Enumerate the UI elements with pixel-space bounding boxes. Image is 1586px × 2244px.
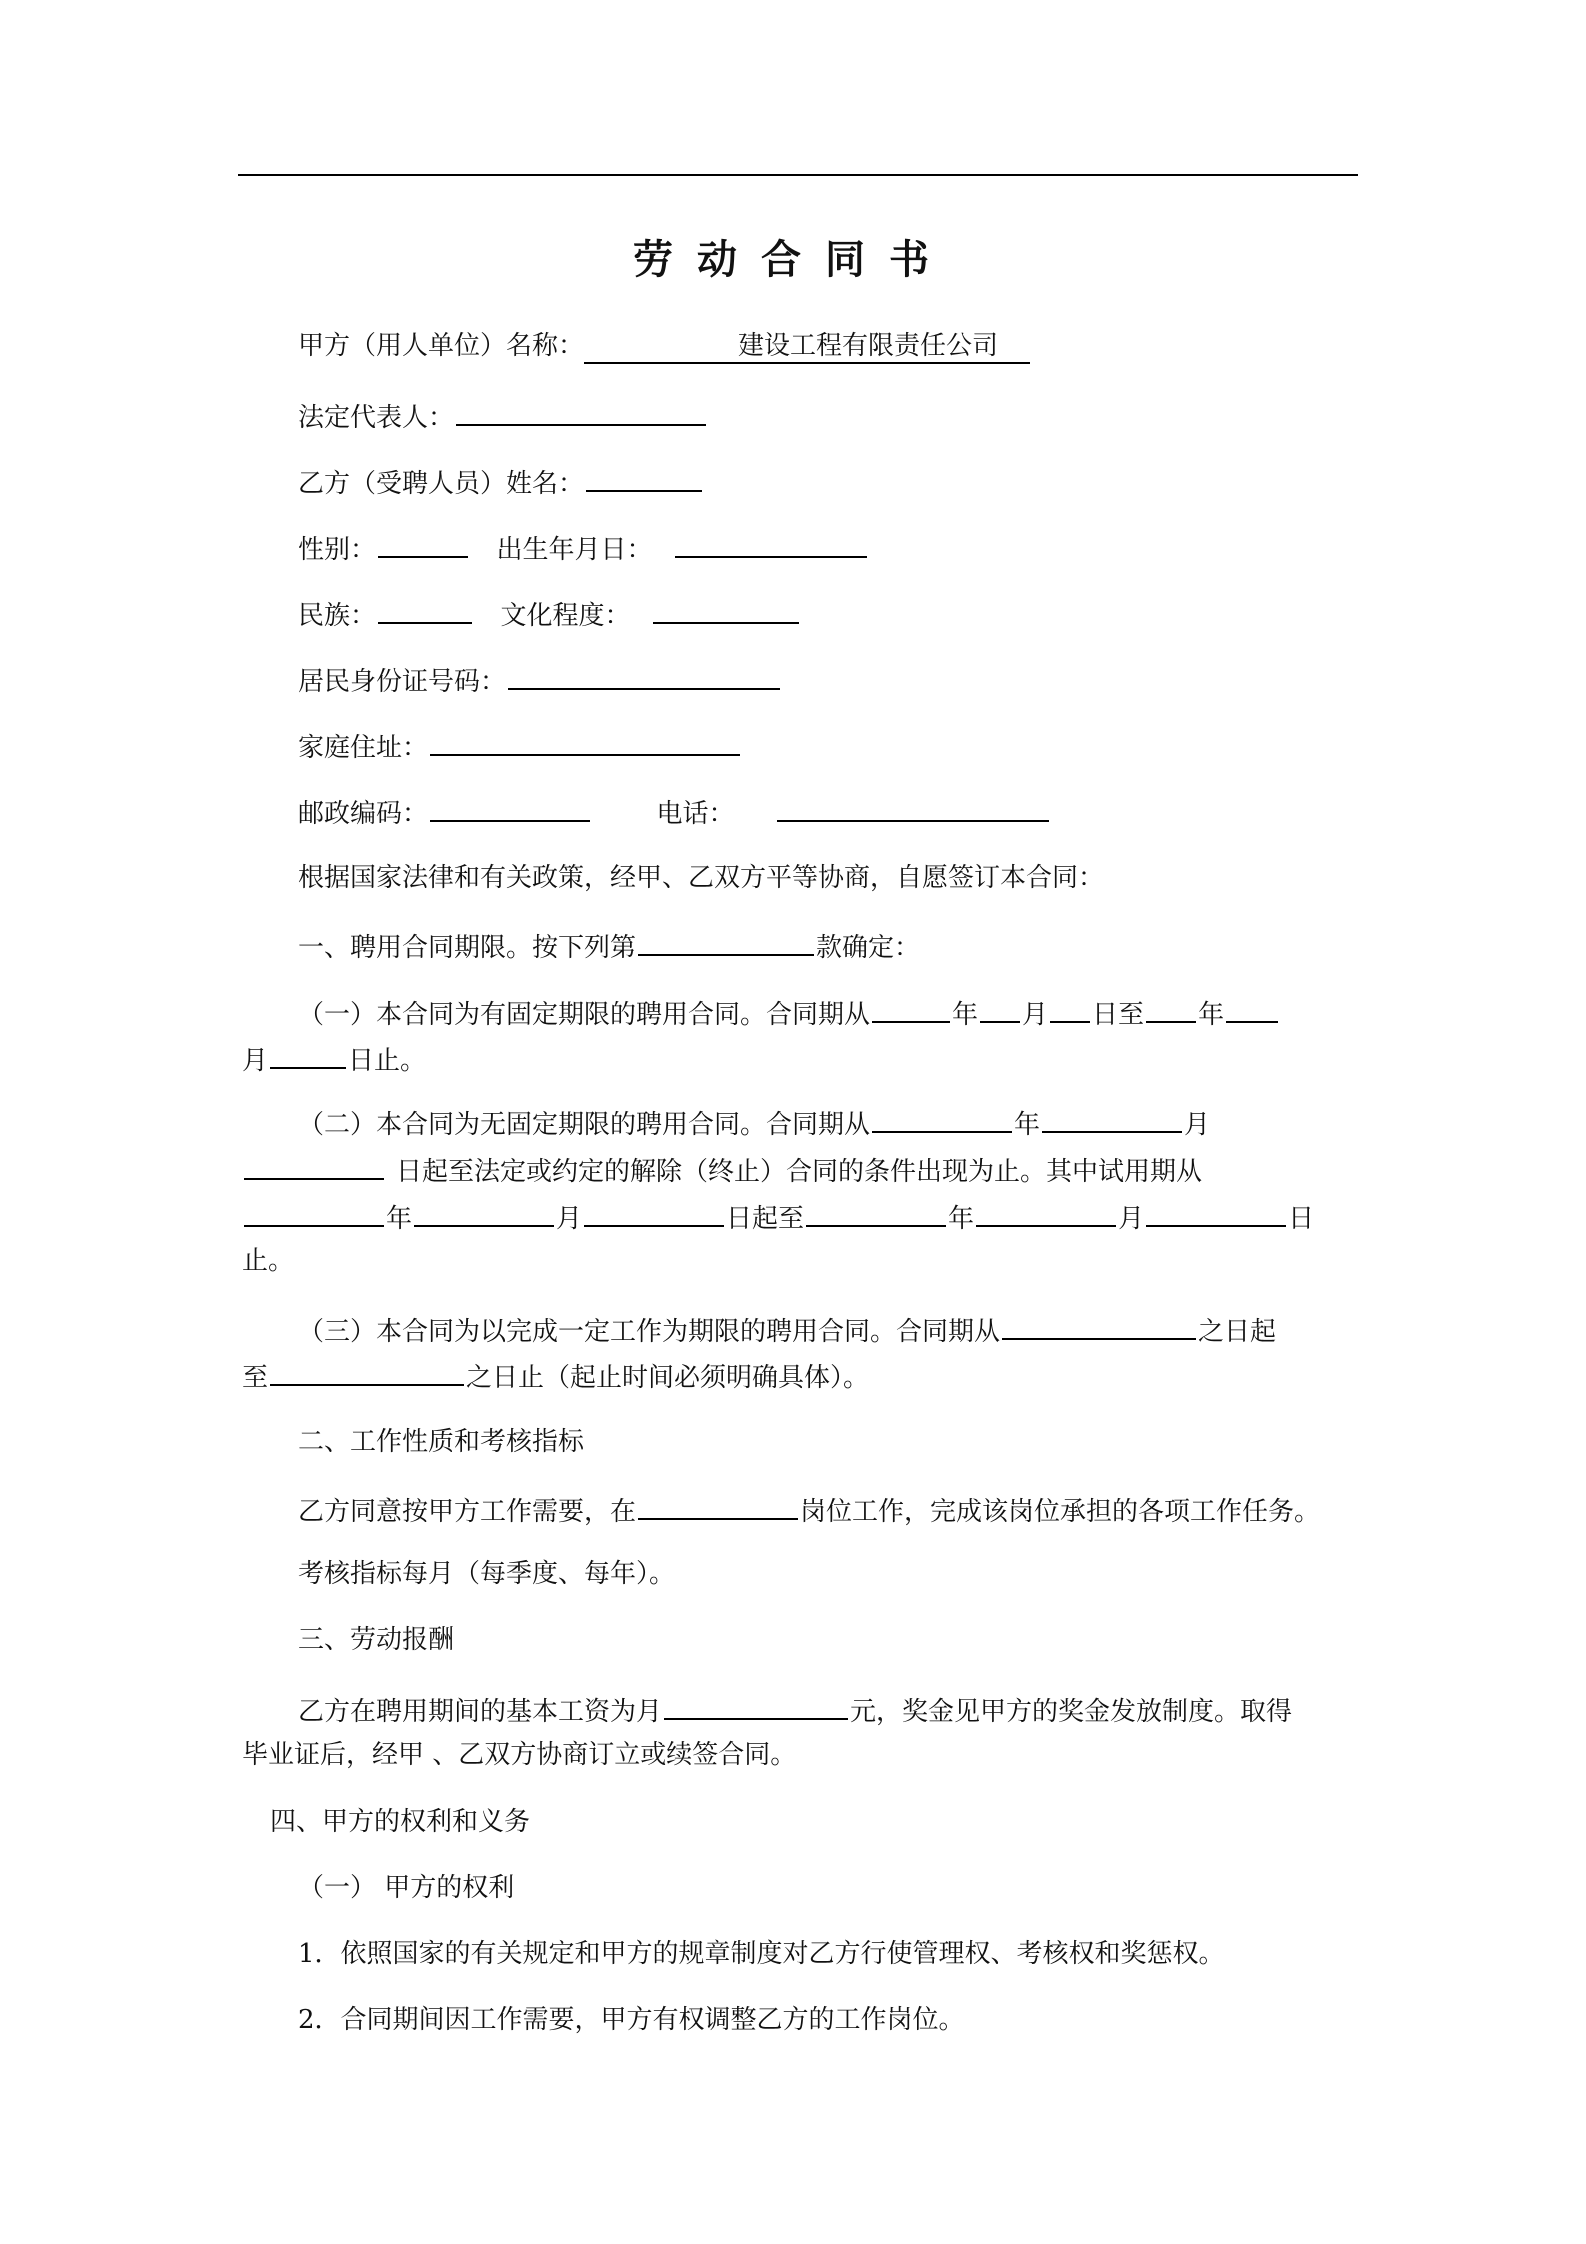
section4-item1: 1．依照国家的有关规定和甲方的规章制度对乙方行使管理权、考核权和奖惩权。 bbox=[298, 1939, 1225, 1969]
section4-sub1: （一） 甲方的权利 bbox=[298, 1873, 515, 1903]
id-label: 居民身份证号码： bbox=[298, 667, 507, 697]
clause1-start-month-blank bbox=[980, 995, 1020, 1023]
section2-body1: 乙方同意按甲方工作需要，在 岗位工作，完成该岗位承担的各项工作任务。 bbox=[298, 1492, 1320, 1528]
phone-label: 电话： bbox=[656, 799, 735, 829]
legal-rep-line bbox=[298, 398, 708, 434]
section3-heading: 三、劳动报酬 bbox=[298, 1625, 455, 1655]
clause2-line3: 年 月 日起至 年 月 日 bbox=[242, 1199, 1314, 1235]
party-a-label: 甲方（用人单位）名称： bbox=[298, 331, 585, 361]
clause2-start-day-blank bbox=[244, 1152, 384, 1180]
clause2-start-year-blank bbox=[872, 1105, 1012, 1133]
clause3-start-blank bbox=[1002, 1312, 1196, 1340]
clause3-end-blank bbox=[270, 1358, 464, 1386]
probation-start-month-blank bbox=[414, 1199, 554, 1227]
header-rule bbox=[238, 174, 1358, 176]
clause1-end-day-blank bbox=[270, 1041, 346, 1069]
document-title: 劳动合同书 bbox=[633, 236, 953, 283]
salary-blank bbox=[664, 1692, 848, 1720]
phone-blank bbox=[777, 794, 1049, 822]
intro-paragraph: 根据国家法律和有关政策，经甲、乙双方平等协商，自愿签订本合同： bbox=[298, 863, 1105, 893]
clause2-start-month-blank bbox=[1042, 1105, 1182, 1133]
clause1-line2: 月 日止。 bbox=[242, 1041, 426, 1077]
postcode-phone-line bbox=[298, 794, 1051, 830]
clause1-start-day-blank bbox=[1050, 995, 1090, 1023]
probation-start-year-blank bbox=[244, 1199, 384, 1227]
position-blank bbox=[638, 1492, 798, 1520]
education-blank bbox=[653, 596, 799, 624]
id-line bbox=[298, 662, 782, 698]
gender-label: 性别： bbox=[298, 535, 377, 565]
id-blank bbox=[508, 662, 780, 690]
party-b-name-blank bbox=[586, 464, 702, 492]
ethnicity-blank bbox=[378, 596, 472, 624]
clause1-end-month-blank bbox=[1226, 995, 1278, 1023]
probation-end-day-blank bbox=[1146, 1199, 1286, 1227]
probation-start-day-blank bbox=[584, 1199, 724, 1227]
gender-birth-line bbox=[298, 530, 869, 566]
section3-body2: 毕业证后，经甲 、乙双方协商订立或续签合同。 bbox=[242, 1740, 797, 1770]
address-label: 家庭住址： bbox=[298, 733, 429, 763]
address-blank bbox=[430, 728, 740, 756]
clause3-line2: 至 之日止（起止时间必须明确具体）。 bbox=[242, 1358, 869, 1394]
clause2-line1: （二）本合同为无固定期限的聘用合同。合同期从 年 月 bbox=[298, 1105, 1210, 1141]
address-line bbox=[298, 728, 742, 764]
probation-end-year-blank bbox=[806, 1199, 946, 1227]
legal-rep-label: 法定代表人： bbox=[298, 403, 455, 433]
clause2-line4: 止。 bbox=[242, 1246, 295, 1276]
gender-blank bbox=[378, 530, 468, 558]
section4-item2: 2．合同期间因工作需要，甲方有权调整乙方的工作岗位。 bbox=[298, 2005, 965, 2035]
clause-number-blank bbox=[638, 928, 814, 956]
ethnicity-education-line bbox=[298, 596, 801, 632]
clause1-line1: （一）本合同为有固定期限的聘用合同。合同期从 年 月 日至 年 bbox=[298, 995, 1280, 1031]
clause2-line2: 日起至法定或约定的解除（终止）合同的条件出现为止。其中试用期从 bbox=[242, 1152, 1202, 1188]
party-b-line bbox=[298, 464, 704, 500]
clause1-start-year-blank bbox=[872, 995, 950, 1023]
birth-label: 出生年月日： bbox=[496, 535, 653, 565]
postcode-label: 邮政编码： bbox=[298, 799, 429, 829]
section3-body1: 乙方在聘用期间的基本工资为月 元，奖金见甲方的奖金发放制度。取得 bbox=[298, 1692, 1292, 1728]
section2-body2: 考核指标每月（每季度、每年）。 bbox=[298, 1559, 676, 1589]
probation-end-month-blank bbox=[976, 1199, 1116, 1227]
legal-rep-blank bbox=[456, 398, 706, 426]
education-label: 文化程度： bbox=[500, 601, 631, 631]
section4-heading: 四、甲方的权利和义务 bbox=[270, 1807, 531, 1837]
party-b-label: 乙方（受聘人员）姓名： bbox=[298, 469, 585, 499]
section1-heading: 一、聘用合同期限。按下列第 款确定： bbox=[298, 928, 920, 964]
clause3-line1: （三）本合同为以完成一定工作为期限的聘用合同。合同期从 之日起 bbox=[298, 1312, 1276, 1348]
section2-heading: 二、工作性质和考核指标 bbox=[298, 1427, 585, 1457]
party-a-line bbox=[298, 330, 1030, 364]
postcode-blank bbox=[430, 794, 590, 822]
party-a-name-field: 建设工程有限责任公司 bbox=[584, 330, 1030, 364]
birth-blank bbox=[675, 530, 867, 558]
ethnicity-label: 民族： bbox=[298, 601, 377, 631]
clause1-end-year-blank bbox=[1146, 995, 1196, 1023]
